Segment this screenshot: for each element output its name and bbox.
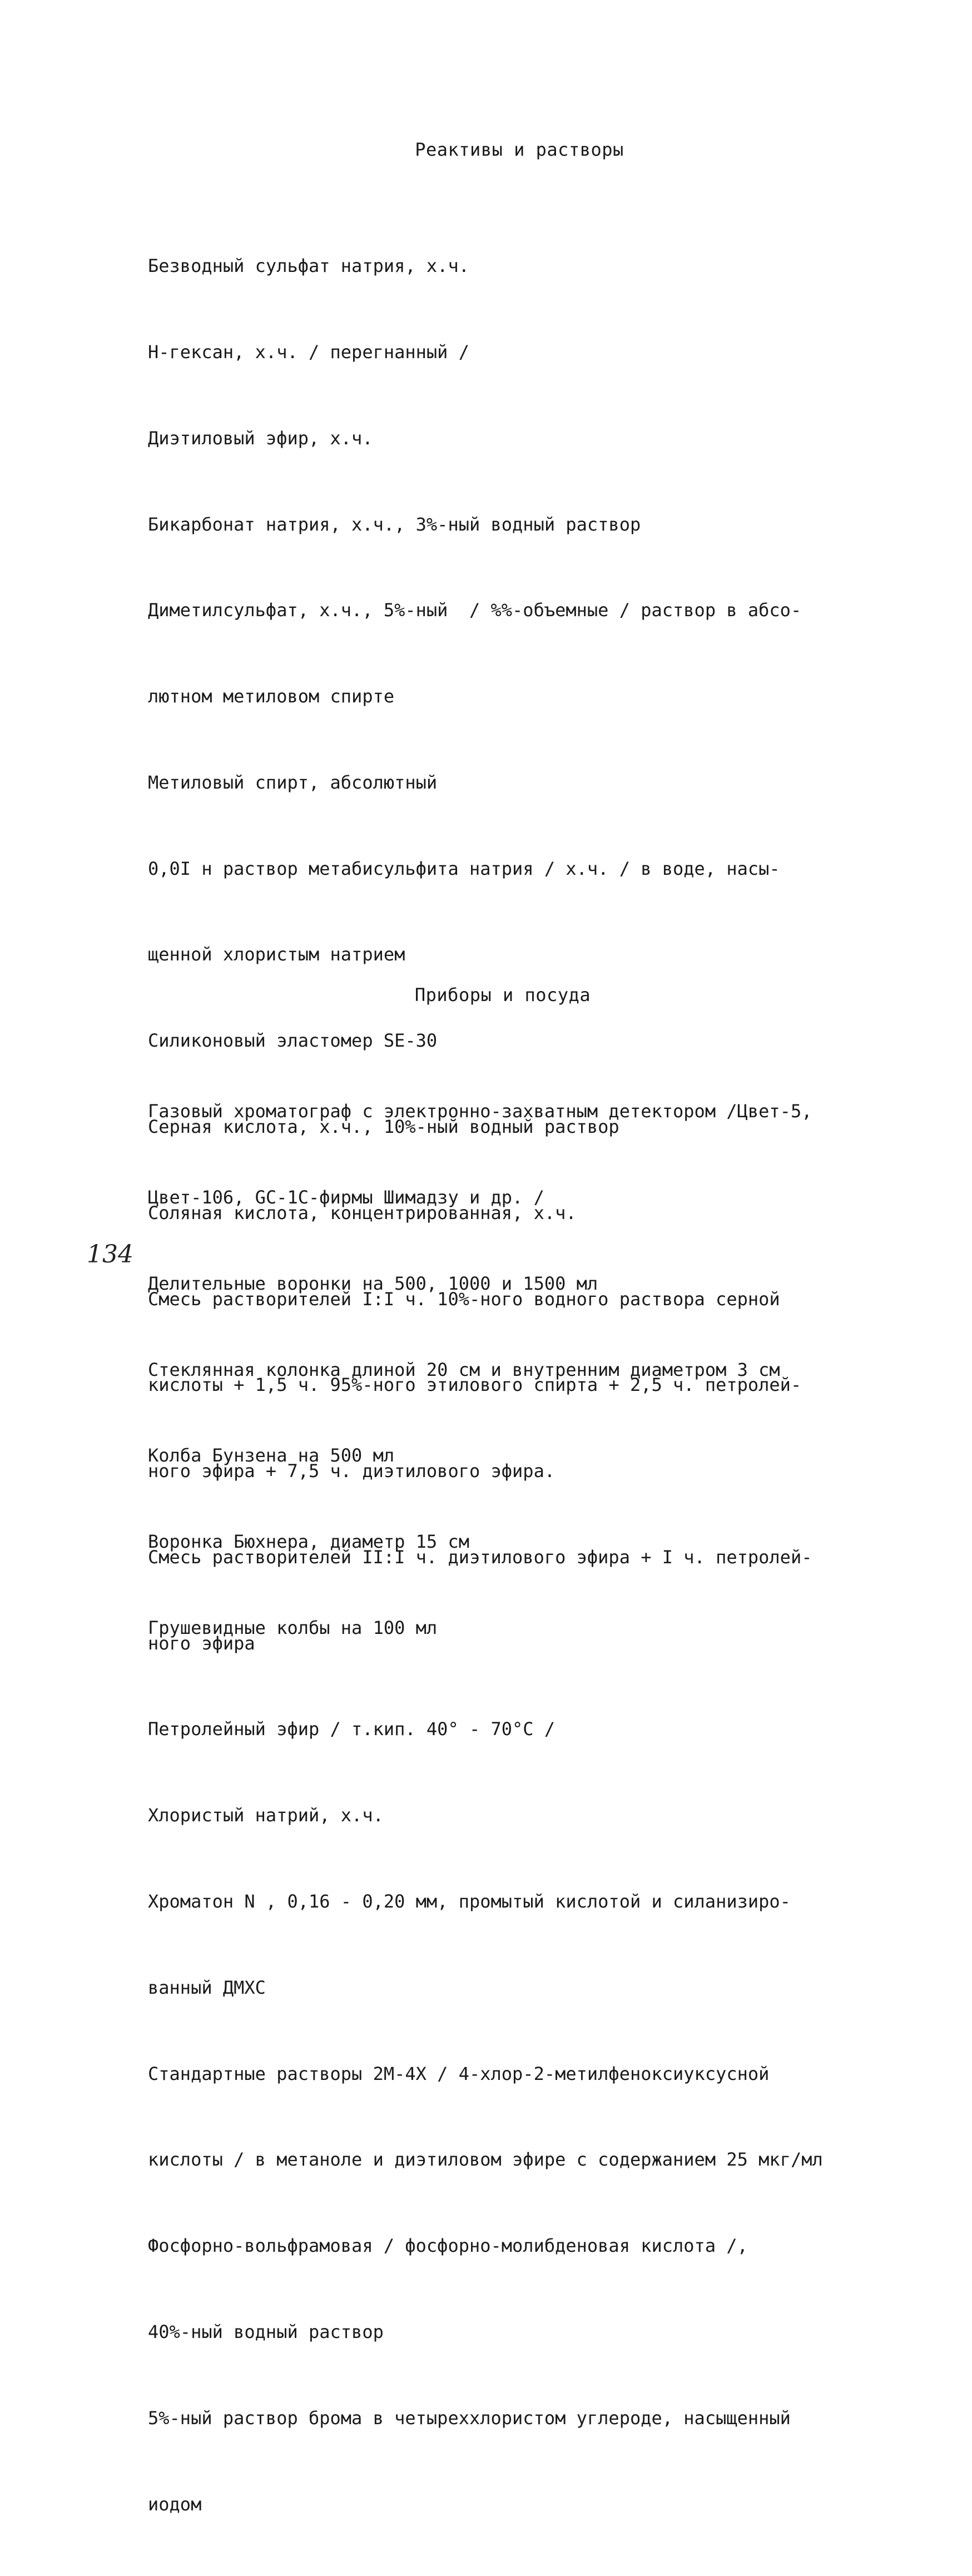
list-line: ного эфира <box>148 1632 255 1654</box>
list-line: Диметилсульфат, х.ч., 5%-ный / %%-объемные / раствор в абсо- <box>148 600 802 621</box>
list-line: Бикарбонат натрия, х.ч., 3%-ный водный раствор <box>148 513 641 535</box>
list-line: 40%-ный водный раствор <box>148 2321 384 2342</box>
list-line: 0,0I н раствор метабисульфита натрия / х.ч. / в воде, насы- <box>148 858 780 879</box>
list-line: иодом <box>148 2493 202 2515</box>
section-title-reagents: Реактивы и растворы <box>415 139 624 160</box>
section-title-instruments: Приборы и посуда <box>414 984 591 1005</box>
list-line: Делительные воронки на 500, 1000 и 1500 мл <box>148 1272 598 1294</box>
list-line: Серная кислота, х.ч., 10%-ный водный раствор <box>148 1116 619 1137</box>
list-line: Стеклянная колонка длиной 20 см и внутренним диаметром 3 см <box>148 1359 780 1380</box>
list-line: кислоты / в метаноле и диэтиловом эфире с содержанием 25 мкг/мл <box>148 2149 823 2171</box>
list-line: Безводный сульфат натрия, х.ч. <box>148 255 469 277</box>
list-line: Смесь растворителей II:I ч. диэтилового эфира + I ч. петролей- <box>148 1546 812 1568</box>
list-line: лютном метиловом спирте <box>148 686 395 707</box>
list-line: Фосфорно-вольфрамовая / фосфорно-молибденовая кислота /, <box>148 2235 748 2257</box>
list-line: Диэтиловый эфир, х.ч. <box>148 427 373 449</box>
list-line: Стандартные растворы 2М-4Х / 4-хлор-2-метилфеноксиуксусной <box>148 2063 770 2084</box>
list-line: 5%-ный раствор брома в четыреххлористом углероде, насыщенный <box>148 2407 791 2429</box>
list-line: Цвет-106, GC-1C-фирмы Шимадзу и др. / <box>148 1186 544 1208</box>
list-line: Н-гексан, х.ч. / перегнанный / <box>148 341 469 363</box>
list-line: Хроматон N , 0,16 - 0,20 мм, промытый кислотой и силанизиро- <box>148 1891 791 1913</box>
instruments-list <box>148 1040 893 1700</box>
list-line: ного эфира + 7,5 ч. диэтилового эфира. <box>148 1460 556 1482</box>
list-line: Колба Бунзена на 500 мл <box>148 1445 395 1467</box>
list-line: Хлористый натрий, х.ч. <box>148 1805 384 1826</box>
page-number: 134 <box>87 1240 133 1269</box>
list-line: Грушевидные колбы на 100 мл <box>148 1617 438 1638</box>
list-line: ванный ДМХС <box>148 1976 266 1998</box>
list-line: Силиконовый эластомер SE-30 <box>148 1030 438 1052</box>
list-line: Газовый хроматограф с электронно-захватным детектором /Цвет-5, <box>148 1101 812 1122</box>
list-line: щенной хлористым натрием <box>148 944 405 965</box>
list-line: Смесь растворителей I:I ч. 10%-ного водного раствора серной <box>148 1288 780 1310</box>
list-line: Метиловый спирт, абсолютный <box>148 771 438 793</box>
list-line: Соляная кислота, концентрированная, х.ч. <box>148 1202 577 1223</box>
list-line: кислоты + 1,5 ч. 95%-ного этилового спирта + 2,5 ч. петролей- <box>148 1374 802 1396</box>
list-line: Петролейный эфир / т.кип. 40° - 70°С / <box>148 1718 556 1740</box>
list-line: Воронка Бюхнера, диаметр 15 см <box>148 1531 469 1553</box>
